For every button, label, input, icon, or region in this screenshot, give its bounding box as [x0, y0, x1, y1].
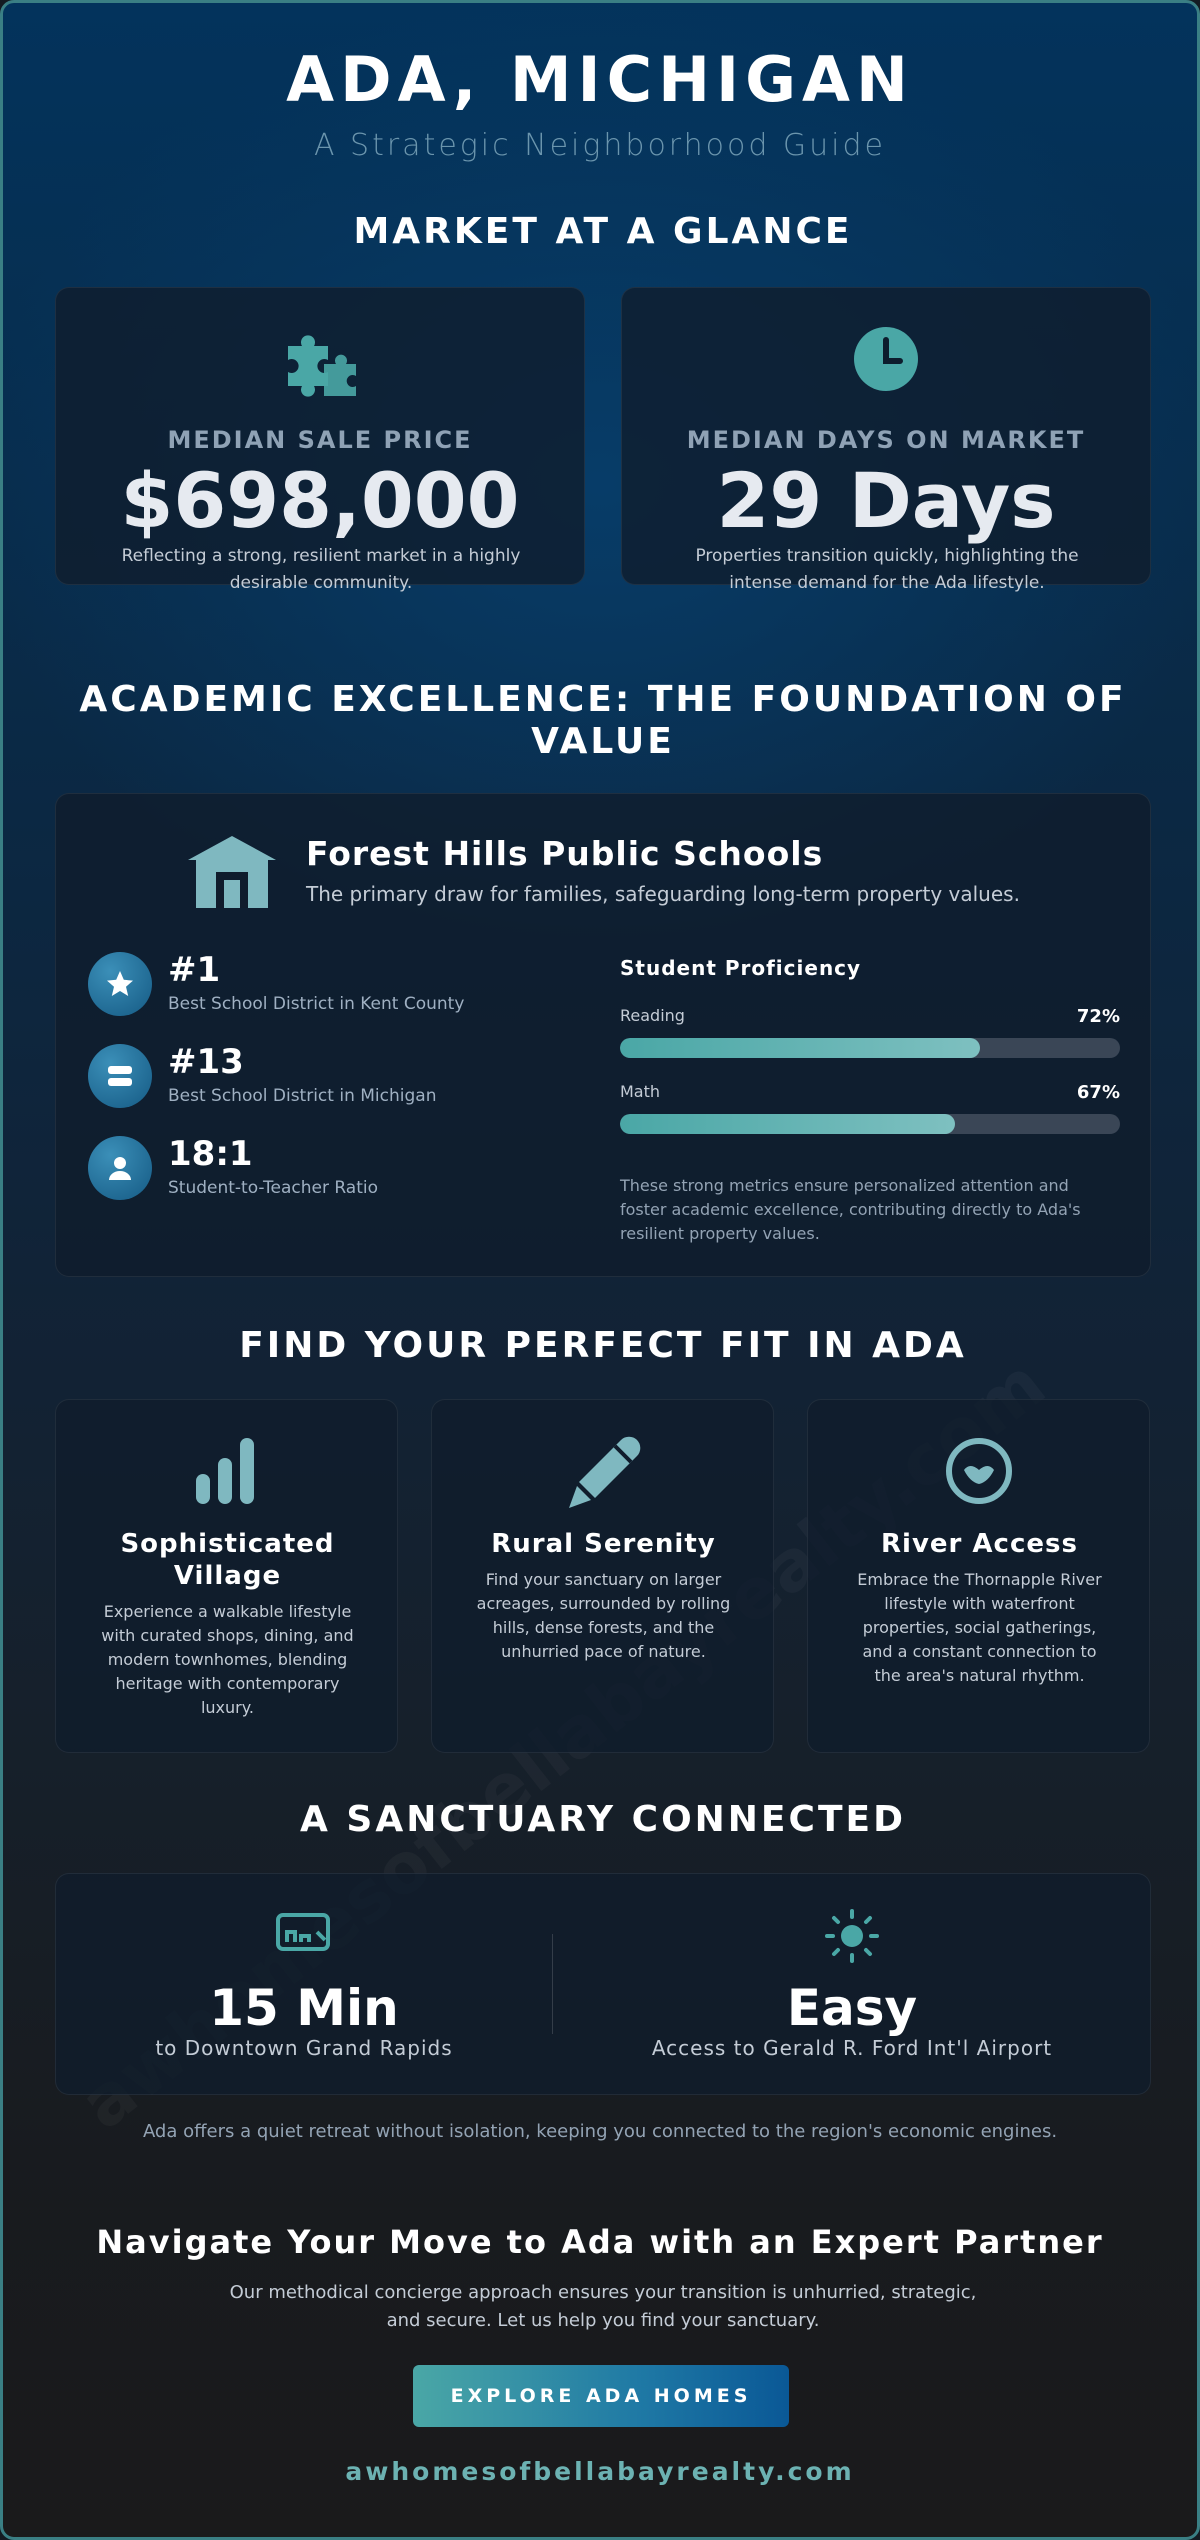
pen-icon — [432, 1436, 773, 1512]
proficiency-percent: 72% — [1076, 1006, 1120, 1027]
connected-card — [55, 1873, 1151, 2095]
explore-homes-button[interactable]: EXPLORE ADA HOMES — [413, 2365, 789, 2427]
median-price-label: MEDIAN SALE PRICE — [167, 426, 473, 454]
stat-kent-rank — [88, 950, 568, 1020]
connected-note: Ada offers a quiet retreat without isolation, keeping you connected to the region's economic engines. — [142, 2121, 1058, 2142]
teacher-icon — [88, 1136, 152, 1200]
stat-description: Best School District in Kent County — [168, 994, 465, 1014]
school-name: Forest Hills Public Schools — [306, 834, 824, 873]
median-price-value: $698,000 — [120, 456, 520, 545]
school-icon — [186, 834, 278, 914]
proficiency-title: Student Proficiency — [620, 956, 862, 980]
handshake-circle-icon — [808, 1436, 1149, 1512]
connected-value: 15 Min — [209, 1979, 399, 2037]
connected-value: Easy — [786, 1979, 918, 2037]
stat-teacher-ratio — [88, 1134, 568, 1204]
stat-michigan-rank — [88, 1042, 568, 1112]
connected-description: to Downtown Grand Rapids — [155, 2036, 453, 2060]
proficiency-percent: 67% — [1076, 1082, 1120, 1103]
days-on-market-card — [621, 287, 1151, 593]
fit-card-title: Sophisticated Village — [120, 1529, 335, 1591]
page-title: ADA, MICHIGAN — [286, 43, 914, 116]
city-icon — [56, 1912, 552, 1962]
proficiency-label: Reading — [620, 1006, 685, 1025]
academics-section-title: ACADEMIC EXCELLENCE: THE FOUNDATION OF VALUE — [79, 679, 1127, 762]
fit-card-river — [807, 1399, 1150, 1753]
schools-card — [55, 793, 1151, 1277]
progress-track — [620, 1114, 1120, 1134]
proficiency-label: Math — [620, 1082, 661, 1101]
stat-description: Best School District in Michigan — [168, 1086, 437, 1106]
puzzle-icon — [56, 324, 584, 400]
star-icon — [88, 952, 152, 1016]
fit-card-rural — [431, 1399, 774, 1753]
fit-section-title: FIND YOUR PERFECT FIT IN ADA — [239, 1325, 967, 1366]
fit-card-description: Embrace the Thornapple River lifestyle with waterfront properties, social gatherings, and a constant connection to the area's natural rhythm. — [857, 1570, 1102, 1685]
stat-description: Student-to-Teacher Ratio — [168, 1178, 379, 1198]
fit-card-description: Find your sanctuary on larger acreages, surrounded by rolling hills, dense forests, and the unhurried pace of nature. — [476, 1570, 731, 1661]
market-section-title: MARKET AT A GLANCE — [353, 211, 853, 252]
progress-fill — [620, 1114, 955, 1134]
bar-chart-icon — [56, 1436, 397, 1512]
progress-track — [620, 1038, 1120, 1058]
website-link[interactable]: awhomesofbellabayrealty.com — [345, 2457, 855, 2486]
connected-item-airport — [552, 1874, 1152, 2096]
proficiency-note: These strong metrics ensure personalized attention and foster academic excellence, contributing directly to Ada's resilient property values. — [620, 1176, 1081, 1243]
progress-fill — [620, 1038, 980, 1058]
fit-card-title: River Access — [881, 1529, 1078, 1559]
fit-card-title: Rural Serenity — [491, 1529, 716, 1559]
days-on-market-description: Properties transition quickly, highlighting the intense demand for the Ada lifestyle. — [695, 546, 1079, 593]
school-tagline: The primary draw for families, safeguarding long-term property values. — [306, 882, 1020, 906]
stat-value: #1 — [168, 950, 221, 990]
ranking-icon — [88, 1044, 152, 1108]
cta-title: Navigate Your Move to Ada with an Expert Partner — [96, 2223, 1104, 2261]
stat-value: 18:1 — [168, 1134, 253, 1174]
connected-item-downtown — [56, 1874, 552, 2096]
days-on-market-value: 29 Days — [716, 456, 1056, 545]
median-price-description: Reflecting a strong, resilient market in a highly desirable community. — [121, 546, 521, 593]
clock-icon — [622, 324, 1150, 400]
cta-description: Our methodical concierge approach ensures your transition is unhurried, strategic, and secure. Let us help you find your sanctuary. — [229, 2282, 977, 2331]
connected-section-title: A SANCTUARY CONNECTED — [300, 1799, 906, 1840]
sun-icon — [552, 1912, 1152, 1962]
days-on-market-label: MEDIAN DAYS ON MARKET — [686, 426, 1086, 454]
fit-card-village — [55, 1399, 398, 1753]
connected-description: Access to Gerald R. Ford Int'l Airport — [651, 2036, 1053, 2060]
median-price-card — [55, 287, 585, 593]
stat-value: #13 — [168, 1042, 244, 1082]
fit-card-description: Experience a walkable lifestyle with curated shops, dining, and modern townhomes, blending heritage with contemporary luxury. — [101, 1602, 354, 1717]
page-subtitle: A Strategic Neighborhood Guide — [313, 128, 887, 163]
